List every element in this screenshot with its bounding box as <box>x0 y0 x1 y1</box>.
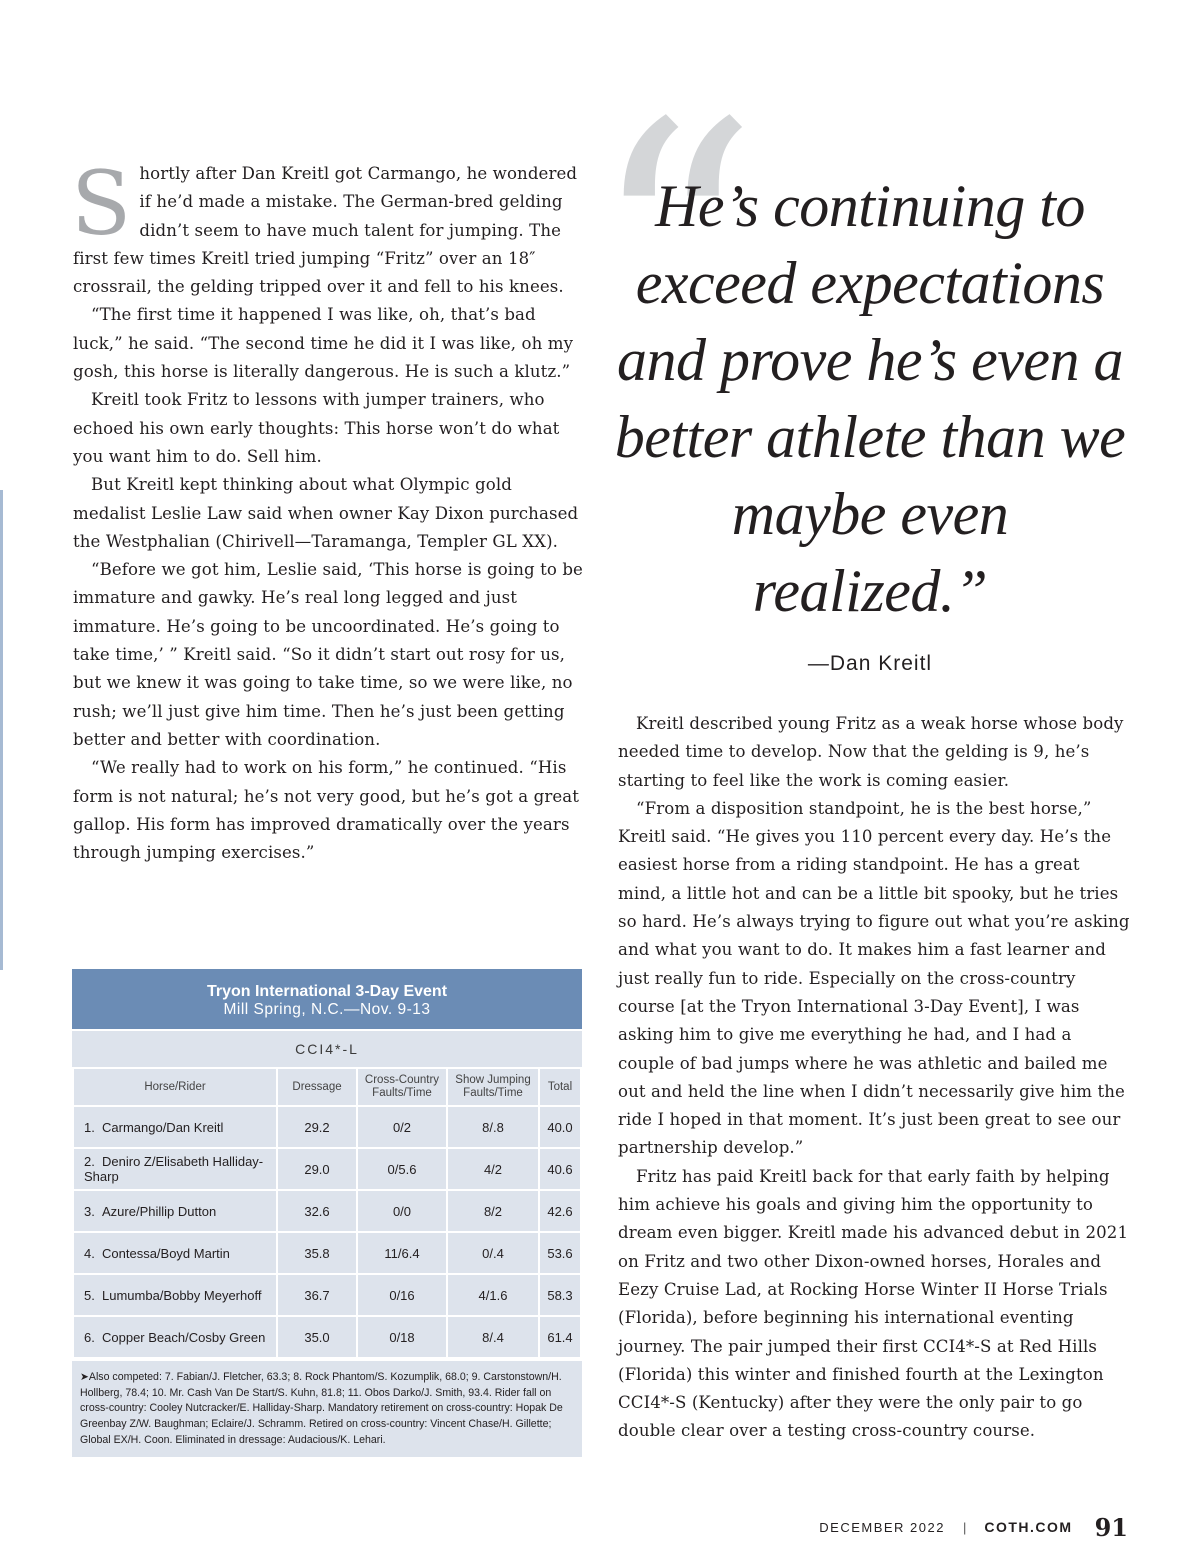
horse-rider-cell <box>73 1148 277 1190</box>
cross-country-cell: 0/2 <box>357 1106 447 1148</box>
horse-rider-name: Lumumba/Bobby Meyerhoff <box>102 1287 262 1303</box>
quote-mark-icon: “ <box>590 53 759 437</box>
column-header: Dressage <box>277 1068 357 1106</box>
cross-country-cell: 11/6.4 <box>357 1232 447 1274</box>
table-row <box>73 1148 581 1190</box>
horse-rider-name: Copper Beach/Cosby Green <box>102 1329 266 1345</box>
table-row <box>73 1232 581 1274</box>
cross-country-cell: 0/18 <box>357 1316 447 1358</box>
show-jumping-cell: 4/1.6 <box>447 1274 539 1316</box>
article-paragraph: But Kreitl kept thinking about what Olympic gold medalist Leslie Law said when owner Kay Dixon purchased the Westphalian (Chirivell—Taramanga, Templer GL XX). <box>73 475 579 551</box>
dressage-cell: 29.0 <box>277 1148 357 1190</box>
dressage-cell: 35.8 <box>277 1232 357 1274</box>
results-category: CCI4*-L <box>72 1029 582 1067</box>
article-paragraph: Kreitl described young Fritz as a weak horse whose body needed time to develop. Now that the gelding is 9, he’s starting to feel like the work is coming easier. <box>618 714 1124 790</box>
horse-rider-cell <box>73 1190 277 1232</box>
total-cell: 40.0 <box>539 1106 581 1148</box>
total-cell: 58.3 <box>539 1274 581 1316</box>
cross-country-cell: 0/16 <box>357 1274 447 1316</box>
page-footer <box>819 1510 1128 1544</box>
table-row <box>73 1316 581 1358</box>
show-jumping-cell: 4/2 <box>447 1148 539 1190</box>
results-table <box>72 1067 582 1359</box>
horse-rider-name: Azure/Phillip Dutton <box>102 1203 217 1219</box>
horse-rider-cell <box>73 1316 277 1358</box>
show-jumping-cell: 8/2 <box>447 1190 539 1232</box>
drop-cap: S <box>71 152 132 255</box>
article-paragraph: “Before we got him, Leslie said, ‘This horse is going to be immature and gawky. He’s real long legged and just immature. He’s going to be uncoordinated. He’s going to take time,’ ” Kreitl said. “So it didn’t start out rosy for us, but we knew it was going to take time, so we were like, no rush; we’ll just give him time. Then he’s just been getting better and better with coordination. <box>73 560 583 749</box>
total-cell: 40.6 <box>539 1148 581 1190</box>
place-number: 3. <box>84 1203 95 1219</box>
results-title: Tryon International 3-Day Event <box>206 983 448 1000</box>
column-header: Show Jumping Faults/Time <box>447 1068 539 1106</box>
page-edge-strip <box>0 490 3 970</box>
horse-rider-name: Deniro Z/Elisabeth Halliday-Sharp <box>84 1154 264 1184</box>
show-jumping-cell: 0/.4 <box>447 1232 539 1274</box>
column-header: Horse/Rider <box>73 1068 277 1106</box>
horse-rider-cell <box>73 1274 277 1316</box>
results-subtitle: Mill Spring, N.C.—Nov. 9-13 <box>223 1001 431 1018</box>
place-number: 4. <box>84 1245 95 1261</box>
cross-country-cell: 0/5.6 <box>357 1148 447 1190</box>
article-left-column <box>71 152 583 867</box>
place-number: 1. <box>84 1119 95 1135</box>
results-header <box>72 969 582 1029</box>
horse-rider-cell <box>73 1232 277 1274</box>
page-number: 91 <box>1094 1512 1128 1542</box>
results-footnote: ➤Also competed: 7. Fabian/J. Fletcher, 63.3; 8. Rock Phantom/S. Kozumplik, 68.0; 9. Carstonstown/H. Hollberg, 78.4; 10. Mr. Cash Van De Start/S. Kuhn, 81.8; 11. Obos Darko/J. Smith, 93.4. Rider fall on cross-country: Cooley Nutcracker/E. Halliday-Sharp. Mandatory retirement on cross-country: Hopak De Greenbay Z/W. Baughman; Eclaire/J. Schramm. Retired on cross-country: Vincent Chase/H. Gillette; Global EX/H. Coon. Eliminated in dressage: Audacious/K. Lehari. <box>72 1359 582 1457</box>
dressage-cell: 32.6 <box>277 1190 357 1232</box>
article-paragraph-text: hortly after Dan Kreitl got Carmango, he wondered if he’d made a mistake. The German-bred gelding didn’t seem to have much talent for jumping. The first few times Kreitl tried jumping “Fritz” over an 18″ crossrail, the gelding tripped over it and fell to his knees. <box>73 164 578 297</box>
show-jumping-cell: 8/.8 <box>447 1106 539 1148</box>
table-row <box>73 1190 581 1232</box>
total-cell: 61.4 <box>539 1316 581 1358</box>
issue-date: DECEMBER 2022 <box>819 1519 945 1535</box>
site-name: COTH.COM <box>984 1519 1073 1535</box>
column-header: Cross-Country Faults/Time <box>357 1068 447 1106</box>
cross-country-cell: 0/0 <box>357 1190 447 1232</box>
place-number: 5. <box>84 1287 95 1303</box>
article-paragraph: Kreitl took Fritz to lessons with jumper trainers, who echoed his own early thoughts: This horse won’t do what you want him to do. Sell him. <box>73 390 560 466</box>
place-number: 2. <box>84 1154 95 1169</box>
results-box <box>72 969 582 1457</box>
article-paragraph: “The first time it happened I was like, oh, that’s bad luck,” he said. “The second time he did it I was like, oh my gosh, this horse is literally dangerous. He is such a klutz.” <box>73 305 574 382</box>
article-paragraph: Fritz has paid Kreitl back for that early faith by helping him achieve his goals and giving him the opportunity to dream even bigger. Kreitl made his advanced debut in 2021 on Fritz and two other Dixon-owned horses, Horales and Eezy Cruise Lad, at Rocking Horse Winter II Horse Trials (Florida), before beginning his international eventing journey. The pair jumped their first CCI4*-S at Red Hills (Florida) this winter and finished fourth at the Lexington CCI4*-S (Kentucky) after they were the only pair to go double clear over a testing cross-country course. <box>618 1166 1129 1441</box>
article-paragraph: “From a disposition standpoint, he is the best horse,” Kreitl said. “He gives you 110 percent every day. He’s the easiest horse from a riding standpoint. He has a great mind, a little hot and can be a little bit spooky, but he tries so hard. He’s always trying to figure out what you’re asking and what you want to do. It makes him a fast learner and just really fun to ride. Especially on the cross-country course [at the Tryon International 3-Day Event], I was asking him to give me everything he had, and I had a couple of bad jumps where he was athletic and bailed me out and held the line when I didn’t necessarily give him the ride I hoped in that moment. It’s just been great to see our partnership develop.” <box>618 798 1130 1158</box>
article-paragraph: “We really had to work on his form,” he continued. “His form is not natural; he’s not very good, but he’s got a great gallop. His form has improved dramatically over the years through jumping exercises.” <box>73 758 580 863</box>
horse-rider-name: Carmango/Dan Kreitl <box>102 1119 224 1135</box>
dressage-cell: 36.7 <box>277 1274 357 1316</box>
dressage-cell: 29.2 <box>277 1106 357 1148</box>
table-row <box>73 1106 581 1148</box>
total-cell: 42.6 <box>539 1190 581 1232</box>
dressage-cell: 35.0 <box>277 1316 357 1358</box>
horse-rider-cell <box>73 1106 277 1148</box>
column-header: Total <box>539 1068 581 1106</box>
article-paragraph <box>71 152 583 301</box>
show-jumping-cell: 8/.4 <box>447 1316 539 1358</box>
horse-rider-name: Contessa/Boyd Martin <box>102 1245 230 1261</box>
article-right-column <box>618 710 1130 1446</box>
total-cell: 53.6 <box>539 1232 581 1274</box>
footer-separator: | <box>962 1519 967 1535</box>
place-number: 6. <box>84 1329 95 1345</box>
pull-quote: He’s continuing to exceed expectations and prove he’s even a better athlete than we maybe even realized.” <box>614 173 1126 624</box>
pull-quote-attribution: —Dan Kreitl <box>807 652 933 675</box>
table-row <box>73 1274 581 1316</box>
table-header-row <box>73 1068 581 1106</box>
